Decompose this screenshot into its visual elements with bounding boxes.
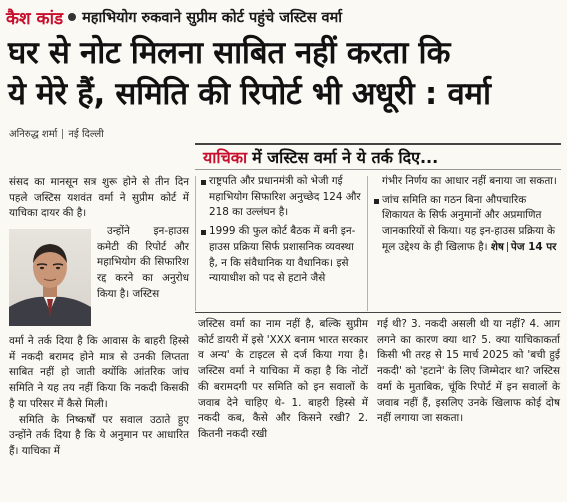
headline-line-2: ये मेरे हैं, समिति की रिपोर्ट भी अधूरी : वर्मा [8, 76, 491, 112]
byline [9, 126, 104, 140]
continued-tag [491, 241, 557, 253]
column-divider [367, 176, 368, 311]
column-3 [373, 174, 559, 256]
col1-para-3: वर्मा ने तर्क दिया है कि आवास के बाहरी हिस्से में नकदी बरामद होने मात्र से उनकी लिप्तता साबित नहीं हो जाती क्योंकि आंतरिक जांच समिति ने यह तय नहीं किया कि नकदी किसकी है या परिसर में कैसे मिली। [9, 335, 189, 410]
box-bullet-2: 1999 की फुल कोर्ट बैठक में बनी इन-हाउस प्रक्रिया सिर्फ प्रशासनिक व्यवस्था है, न कि संवैधानिक या वैधानिक। इसे न्यायाधीश को पद से हटाने जैसे [200, 224, 362, 287]
col1-para-4: समिति के निष्कर्षों पर सवाल उठाते हुए उन्होंने तर्क दिया है कि ये अनुमान पर आधारित हैं। याचिका में [9, 413, 189, 457]
box-bullet-1-continued: गंभीर निर्णय का आधार नहीं बनाया जा सकता। [382, 175, 557, 187]
headline-line-1: घर से नोट मिलना साबित नहीं करता कि [8, 35, 451, 71]
kicker-label: कैश कांड [6, 8, 64, 29]
box-bottom-rule [195, 312, 561, 313]
bullet-icon [68, 13, 76, 21]
kicker-text: महाभियोग रुकवाने सुप्रीम कोर्ट पहुंचे जस्टिस वर्मा [82, 10, 343, 26]
byline-author: अनिरुद्ध शर्मा [9, 129, 58, 140]
column-1-wrap [97, 224, 189, 303]
column-2 [200, 174, 362, 287]
byline-place: नई दिल्ली [68, 129, 104, 140]
kicker [6, 4, 561, 30]
box-title-highlight: याचिका [203, 148, 248, 167]
box-bullet-3-text: जांच समिति का गठन बिना औपचारिक शिकायत के सिर्फ अनुमानों और अप्रमाणित जानकारियों से किया। यह इन-हाउस प्रक्रिया के मूल उद्देश्य के ही खिलाफ है। [382, 193, 556, 253]
continued-label: शेष [490, 240, 504, 253]
portrait-photo-icon [9, 229, 91, 326]
box-title-rest: में जस्टिस वर्मा ने ये तर्क दिए... [252, 148, 439, 167]
column-5 [377, 317, 560, 427]
continued-page: पेज 14 पर [510, 240, 557, 253]
column-1-lower [9, 334, 189, 460]
column-4 [198, 317, 368, 443]
box-bullet-1: राष्ट्रपति और प्रधानमंत्री को भेजी गई महाभियोग सिफारिश अनुच्छेद 124 और 218 का उल्लंघन है। [200, 174, 362, 221]
column-1 [9, 175, 189, 222]
byline-divider [62, 129, 63, 139]
col1-para-1: संसद का मानसून सत्र शुरू होने से तीन दिन पहले जस्टिस यशवंत वर्मा ने सुप्रीम कोर्ट में याचिका दायर की है। [9, 176, 189, 220]
box-bullet-3 [373, 193, 559, 256]
col4-para-1: जस्टिस वर्मा का नाम नहीं है, बल्कि सुप्रीम कोर्ट डायरी में इसे 'XXX बनाम भारत सरकार व अन्य' के टाइटल से दर्ज किया गया है। जस्टिस वर्मा ने याचिका में कहा है कि नोटों की बरामदगी पर समिति को इन सवालों के जवाब देने चाहिए थे- 1. बाहरी हिस्से में नकदी कब, कैसे और किसने रखी? 2. कितनी नकदी रखी [198, 318, 368, 440]
col1-para-2: उन्होंने इन-हाउस कमेटी की रिपोर्ट और महाभियोग की सिफारिश रद्द करने का अनुरोध किया है। जस्टिस [97, 225, 189, 300]
col5-para-1: गई थी? 3. नकदी असली थी या नहीं? 4. आग लगने का कारण क्या था? 5. क्या याचिकाकर्ता किसी भी तरह से 15 मार्च 2025 को 'बची हुई नकदी' को 'हटाने' के लिए जिम्मेदार था? जस्टिस वर्मा के मुताबिक, चूंकि रिपोर्ट में इन सवालों के जवाब नहीं हैं, इसलिए उनके खिलाफ कोई दोष नहीं लगाया जा सकता। [377, 318, 560, 425]
sidebar-box-heading [195, 143, 561, 170]
headline [8, 33, 560, 115]
column-divider [195, 176, 196, 311]
